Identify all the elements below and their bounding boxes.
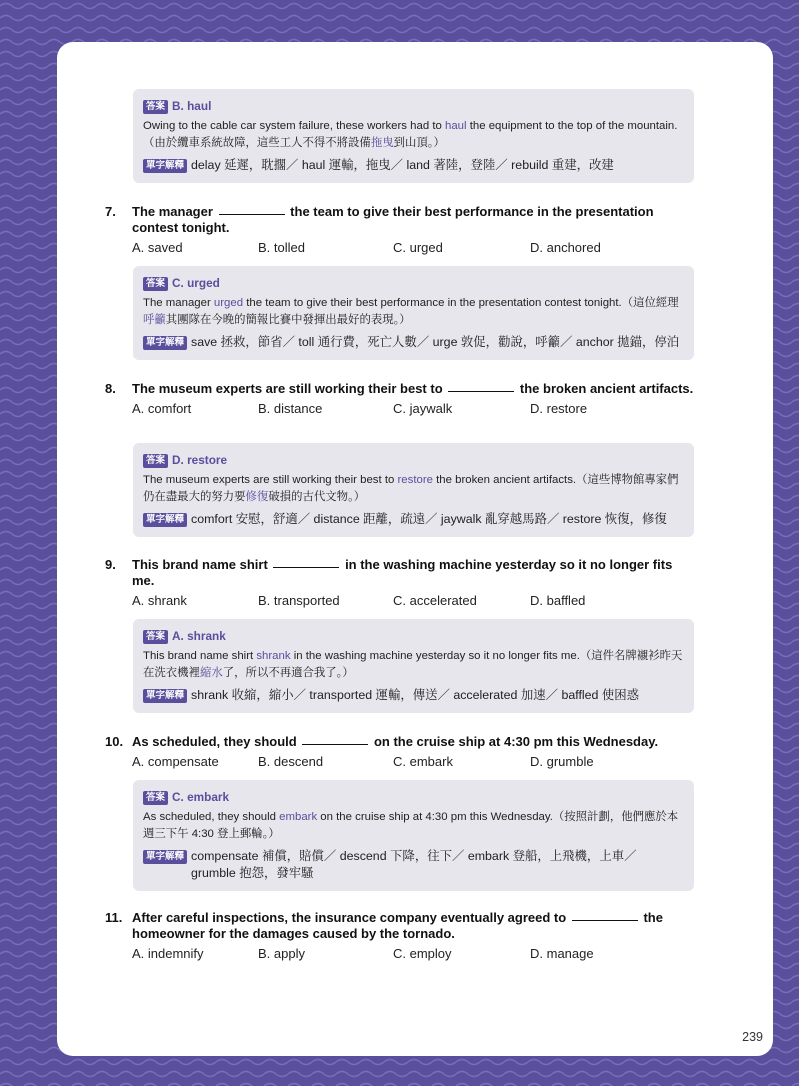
question-stem [105,557,695,589]
question [105,381,695,417]
answer-heading [143,98,684,115]
vocab-tag: 單字解釋 [143,689,187,703]
stem-after: in the washing machine yesterday so it no longer fits me. [132,557,673,588]
vocab-line [143,848,684,882]
vocab-line [143,334,684,351]
option-d: D. baffled [530,593,586,608]
question-stem [105,734,695,750]
answer-box [133,443,694,537]
option-b: B. apply [258,946,305,961]
vocab-text: save 拯救，節省／ toll 通行費，死亡人數／ urge 敦促，勸說，呼籲／ anchor 拋錨，停泊 [191,335,680,349]
highlighted-word: 呼籲 [143,314,166,326]
explanation-text: The museum experts are still working their best to [143,474,398,486]
highlighted-word: embark [279,811,318,823]
explanation-text: 其團隊在今晚的簡報比賽中發揮出最好的表現。） [165,314,411,326]
explanation-text: Owing to the cable car system failure, these workers had to [143,120,445,132]
answer-text: C. urged [172,276,220,290]
option-b: B. transported [258,593,340,608]
option-d: D. grumble [530,754,594,769]
option-c: C. accelerated [393,593,477,608]
answer-text: D. restore [172,453,228,467]
answer-tag: 答案 [143,100,168,114]
question-stem [105,910,695,942]
option-a: A. compensate [132,754,219,769]
vocab-line [143,687,684,704]
option-a: A. shrank [132,593,187,608]
stem-before: As scheduled, they should [132,734,297,749]
book-page [57,42,773,1056]
question-number: 8. [105,381,116,396]
answer-tag: 答案 [143,454,168,468]
option-c: C. employ [393,946,452,961]
vocab-tag: 單字解釋 [143,159,187,173]
answer-box [133,89,694,183]
highlighted-word: shrank [256,650,291,662]
question-stem [105,381,695,397]
vocab-text: compensate 補償，賠償／ descend 下降，往下／ embark 登船，上飛機，上車／ grumble 抱怨，發牢騷 [191,849,637,880]
options [132,593,695,609]
question-stem [105,204,695,236]
answer-heading [143,789,684,806]
explanation-text: 了，所以不再適合我了。） [222,667,354,679]
answer-text: A. shrank [172,629,226,643]
answer-explanation [143,648,684,682]
answer-explanation [143,295,684,329]
options [132,401,695,417]
explanation-text: in the washing machine yesterday so it no longer fits me.（這件名牌襯衫昨天在洗衣機裡 [143,650,683,679]
answer-tag: 答案 [143,630,168,644]
vocab-text: comfort 安慰，舒適／ distance 距離，疏遠／ jaywalk 亂穿越馬路／ restore 恢復，修復 [191,512,667,526]
options [132,754,695,770]
answer-explanation [143,809,684,843]
option-c: C. embark [393,754,453,769]
answer-box [133,780,694,891]
explanation-text: This brand name shirt [143,650,257,662]
explanation-text: the team to give their best performance in the presentation contest tonight.（這位經理 [243,297,679,309]
question [105,734,695,770]
stem-before: After careful inspections, the insurance company eventually agreed to [132,910,567,925]
vocab-text: shrank 收縮，縮小／ transported 運輸，傳送／ accelerated 加速／ baffled 使困惑 [191,688,640,702]
option-c: C. jaywalk [393,401,453,416]
highlighted-word: 縮水 [199,667,223,679]
stem-after: on the cruise ship at 4:30 pm this Wednesday. [373,734,659,749]
answer-explanation [143,118,684,152]
option-a: A. saved [132,240,183,255]
option-b: B. descend [258,754,324,769]
explanation-text: on the cruise ship at 4:30 pm this Wednesday.（按照計劃，他們應於本週三下午 4:30 登上郵輪。） [143,811,679,840]
answer-blank [273,566,339,568]
highlighted-word: 修復 [245,491,269,503]
option-a: A. indemnify [132,946,204,961]
highlighted-word: haul [445,120,467,132]
option-d: D. manage [530,946,594,961]
vocab-line [143,511,684,528]
stem-after: the broken ancient artifacts. [519,381,694,396]
option-a: A. comfort [132,401,192,416]
answer-explanation [143,472,684,506]
vocab-line [143,157,684,174]
stem-before: This brand name shirt [132,557,268,572]
question [105,557,695,609]
highlighted-word: 拖曳 [370,137,394,149]
question [105,204,695,256]
stem-before: The manager [132,204,213,219]
vocab-tag: 單字解釋 [143,513,187,527]
highlighted-word: urged [213,297,244,309]
stem-after: the team to give their best performance in the presentation contest tonight. [132,204,654,235]
answer-tag: 答案 [143,277,168,291]
option-c: C. urged [393,240,443,255]
options [132,946,695,962]
question-number: 9. [105,557,116,572]
vocab-tag: 單字解釋 [143,850,187,864]
options [132,240,695,256]
explanation-text: the equipment to the top of the mountain.（由於纜車系統故障，這些工人不得不將設備 [143,120,678,149]
vocab-text: delay 延遲，耽擱／ haul 運輸，拖曳／ land 著陸，登陸／ rebuild 重建，改建 [191,158,614,172]
answer-heading [143,452,684,469]
question-number: 11. [105,910,123,925]
explanation-text: 破損的古代文物。） [268,491,366,503]
answer-blank [219,213,285,215]
question-number: 7. [105,204,116,219]
explanation-text: As scheduled, they should [143,811,280,823]
stem-after: the homeowner for the damages caused by the tornado. [132,910,663,941]
answer-blank [572,919,638,921]
vocab-tag: 單字解釋 [143,336,187,350]
answer-box [133,619,694,713]
explanation-text: the broken ancient artifacts.（這些博物館專家們仍在盡最大的努力要 [143,474,679,503]
answer-heading [143,275,684,292]
answer-heading [143,628,684,645]
stem-before: The museum experts are still working their best to [132,381,443,396]
explanation-text: The manager [143,297,214,309]
highlighted-word: restore [397,474,433,486]
answer-blank [448,390,514,392]
answer-text: B. haul [172,99,212,113]
option-b: B. distance [258,401,323,416]
option-d: D. restore [530,401,588,416]
option-b: B. tolled [258,240,305,255]
option-d: D. anchored [530,240,601,255]
page-number: 239 [742,1030,763,1044]
question [105,910,695,962]
question-number: 10. [105,734,124,749]
answer-text: C. embark [172,790,230,804]
answer-blank [302,743,368,745]
explanation-text: 到山頂。） [393,137,445,149]
answer-box [133,266,694,360]
answer-tag: 答案 [143,791,168,805]
